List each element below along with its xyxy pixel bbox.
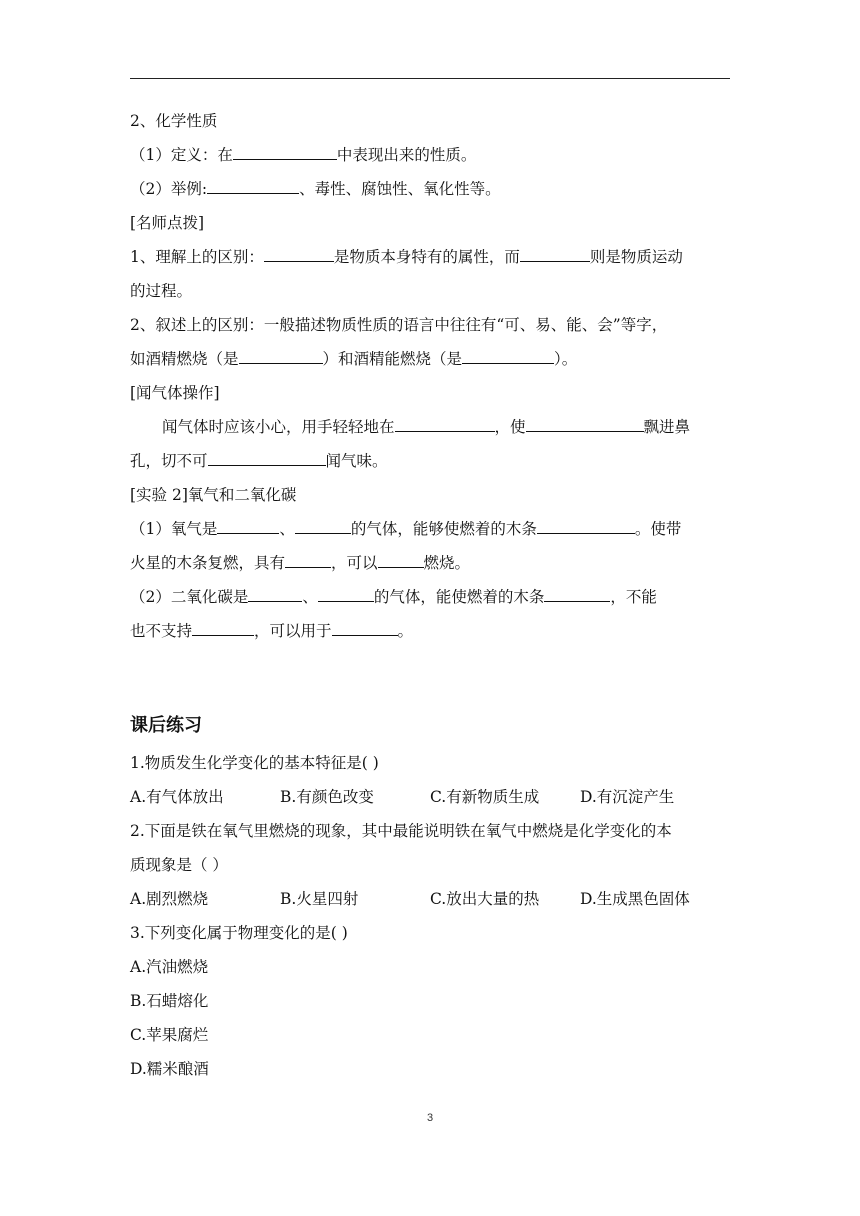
- co2-blank-4[interactable]: [192, 616, 254, 636]
- header-rule: [130, 78, 730, 79]
- q2-options: [130, 882, 730, 916]
- smell-line-1-text-c: 飘进鼻: [643, 418, 691, 436]
- oxygen-blank-4[interactable]: [285, 548, 331, 568]
- oxygen-blank-2[interactable]: [295, 514, 351, 534]
- q1-option-a[interactable]: A.有气体放出: [130, 788, 224, 806]
- tips-blank-3[interactable]: [239, 344, 323, 364]
- tips-line-1: [130, 240, 730, 274]
- section-chemical-properties-title: 2、化学性质: [130, 112, 218, 130]
- q2-stem-line-2: 质现象是（ ）: [130, 856, 228, 874]
- q2-option-a[interactable]: A.剧烈燃烧: [130, 890, 209, 908]
- q2-stem-line-1: 2.下面是铁在氧气里燃烧的现象，其中最能说明铁在氧气中燃烧是化学变化的本: [130, 822, 672, 840]
- co2-line-2-text-a: 也不支持: [130, 622, 193, 640]
- example-blank[interactable]: [207, 174, 299, 194]
- tips-line-4-text-c: ）。: [554, 350, 578, 368]
- oxygen-text-d: 。使带: [634, 520, 682, 538]
- smell-line-2: [130, 444, 730, 478]
- tips-line-1-text-a: 1、理解上的区别：: [130, 248, 264, 266]
- tips-line-3: 2、叙述上的区别：一般描述物质性质的语言中往往有“可、易、能、会”等字，: [130, 316, 668, 334]
- q3-option-d[interactable]: D.糯米酿酒: [130, 1060, 209, 1078]
- page-number: 3: [426, 1112, 434, 1124]
- experiment-heading: [实验 2]氧气和二氧化碳: [130, 486, 297, 504]
- co2-text-b: 、: [302, 588, 318, 606]
- example-text-a: （2）举例:: [130, 180, 208, 198]
- page-body: [130, 104, 730, 1086]
- oxygen-blank-3[interactable]: [537, 514, 635, 534]
- smell-line-1-text-b: ，使: [494, 418, 526, 436]
- definition-text-a: （1）定义：在: [130, 146, 233, 164]
- example-line: [130, 172, 730, 206]
- tips-line-4-text-a: 如酒精燃烧（是: [130, 350, 239, 368]
- q2-option-c[interactable]: C.放出大量的热: [430, 890, 540, 908]
- smell-line-2-text-b: 闻气味。: [325, 452, 388, 470]
- co2-text-d: ，不能: [610, 588, 657, 606]
- co2-line-2-text-c: 。: [397, 622, 414, 640]
- oxygen-blank-1[interactable]: [217, 514, 279, 534]
- co2-line-2-text-b: ，可以用于: [254, 622, 332, 640]
- oxygen-line-2: [130, 546, 730, 580]
- q2-option-b[interactable]: B.火星四射: [280, 890, 359, 908]
- oxygen-line-2-text-a: 火星的木条复燃，具有: [130, 554, 286, 572]
- oxygen-line-2-text-c: 燃烧。: [423, 554, 471, 572]
- tips-line-4-text-b: ）和酒精能燃烧（是: [322, 350, 463, 368]
- section-spacer: [130, 648, 730, 706]
- oxygen-text-a: （1）氧气是: [130, 520, 218, 538]
- definition-text-b: 中表现出来的性质。: [336, 146, 477, 164]
- oxygen-line-2-text-b: ，可以: [331, 554, 378, 572]
- tips-blank-2[interactable]: [520, 242, 590, 262]
- definition-line: [130, 138, 730, 172]
- co2-blank-3[interactable]: [544, 582, 610, 602]
- co2-blank-5[interactable]: [332, 616, 398, 636]
- q1-options: [130, 780, 730, 814]
- co2-text-a: （2）二氧化碳是: [130, 588, 249, 606]
- tips-heading: [名师点拨]: [130, 214, 205, 232]
- q1-option-c[interactable]: C.有新物质生成: [430, 788, 540, 806]
- q3-option-c[interactable]: C.苹果腐烂: [130, 1026, 209, 1044]
- smell-line-1: [130, 410, 730, 444]
- smell-blank-1[interactable]: [395, 412, 495, 432]
- oxygen-line-1: [130, 512, 730, 546]
- co2-text-c: 的气体，能使燃着的木条: [373, 588, 545, 606]
- tips-line-1-text-b: 是物质本身特有的属性，而: [333, 248, 520, 266]
- example-text-b: 、毒性、腐蚀性、氧化性等。: [299, 180, 501, 198]
- definition-blank[interactable]: [233, 140, 337, 160]
- oxygen-blank-5[interactable]: [378, 548, 424, 568]
- co2-line-1: [130, 580, 730, 614]
- q3-option-a[interactable]: A.汽油燃烧: [130, 958, 209, 976]
- co2-line-2: [130, 614, 730, 648]
- q1-stem: 1.物质发生化学变化的基本特征是( ): [130, 754, 379, 772]
- smell-blank-3[interactable]: [208, 446, 326, 466]
- tips-line-4: [130, 342, 730, 376]
- tips-line-2: 的过程。: [130, 282, 193, 300]
- q3-option-b[interactable]: B.石蜡熔化: [130, 992, 209, 1010]
- smell-line-2-text-a: 孔，切不可: [130, 452, 208, 470]
- smell-blank-2[interactable]: [526, 412, 644, 432]
- co2-blank-2[interactable]: [318, 582, 374, 602]
- smell-heading: [闻气体操作]: [130, 384, 220, 402]
- smell-line-1-text-a: 闻气体时应该小心，用手轻轻地在: [162, 418, 395, 436]
- tips-line-1-text-c: 则是物质运动: [589, 248, 683, 266]
- co2-blank-1[interactable]: [248, 582, 302, 602]
- tips-blank-4[interactable]: [462, 344, 554, 364]
- q2-option-d[interactable]: D.生成黑色固体: [580, 890, 690, 908]
- oxygen-text-c: 的气体，能够使燃着的木条: [350, 520, 537, 538]
- practice-title: 课后练习: [130, 715, 202, 736]
- oxygen-text-b: 、: [279, 520, 295, 538]
- q1-option-b[interactable]: B.有颜色改变: [280, 788, 374, 806]
- q1-option-d[interactable]: D.有沉淀产生: [580, 788, 675, 806]
- q3-stem: 3.下列变化属于物理变化的是( ): [130, 924, 348, 942]
- tips-blank-1[interactable]: [264, 242, 334, 262]
